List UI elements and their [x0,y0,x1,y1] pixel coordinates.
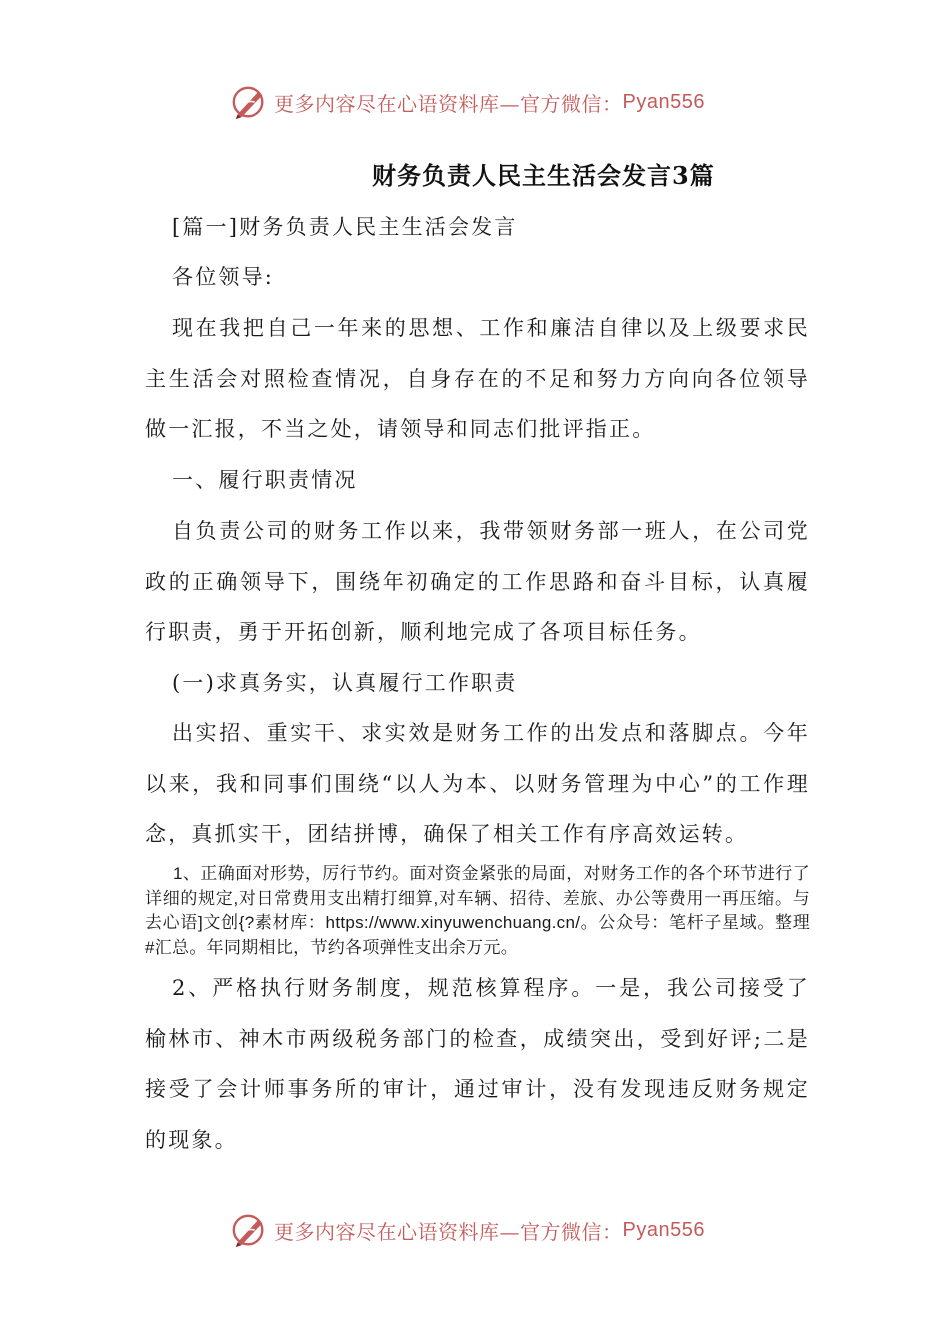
header-watermark-banner [230,82,705,122]
banner-wechat-id: Pyan556 [622,1218,705,1241]
footer-watermark-banner [230,1210,705,1250]
paragraph-practical-work: 出实招、重实干、求实效是财务工作的出发点和落脚点。今年以来，我和同事们围绕“以人为本、以财务管理为中心”的工作理念，真抓实干，团结拼博，确保了相关工作有序高效运转。 [145,721,810,846]
pen-logo-icon [230,83,268,121]
paragraph-item-2: 2、严格执行财务制度，规范核算程序。一是，我公司接受了榆林市、神木市两级税务部门的检查，成绩突出，受到好评;二是接受了会计师事务所的审计，通过审计，没有发现违反财务规定的现象。 [145,976,810,1152]
pen-logo-icon [230,1211,268,1249]
paragraph-subheading-1: (一)求真务实，认真履行工作职责 [172,671,518,695]
banner-text: 更多内容尽在心语资料库—官方微信： [274,1219,623,1244]
banner-text: 更多内容尽在心语资料库—官方微信： [274,91,623,116]
paragraph-heading-duties: 一、履行职责情况 [172,468,358,492]
paragraph-salutation: 各位领导: [172,265,275,289]
banner-wechat-id: Pyan556 [622,90,705,113]
paragraph-item-1: 1、正确面对形势，厉行节约。面对资金紧张的局面，对财务工作的各个环节进行了详细的规定,对日常费用支出精打细算,对车辆、招待、差旅、办公等费用一再压缩。与去心语]文创{?素材库：https://www.xinyuwenchuang.cn/。公众号：笔杆子星域。整理#汇总。年同期相比，节约各项弹性支出余万元。 [145,864,810,957]
document-title: 财务负责人民主生活会发言3篇 [372,161,715,190]
paragraph-duties-body: 自负责公司的财务工作以来，我带领财务部一班人，在公司党政的正确领导下，围绕年初确定的工作思路和奋斗目标，认真履行职责，勇于开拓创新，顺利地完成了各项目标任务。 [145,519,810,644]
paragraph-section-heading: [篇一]财务负责人民主生活会发言 [172,215,518,239]
paragraph-intro: 现在我把自己一年来的思想、工作和廉洁自律以及上级要求民主生活会对照检查情况，自身存在的不足和努力方向向各位领导做一汇报，不当之处，请领导和同志们批评指正。 [145,316,810,441]
